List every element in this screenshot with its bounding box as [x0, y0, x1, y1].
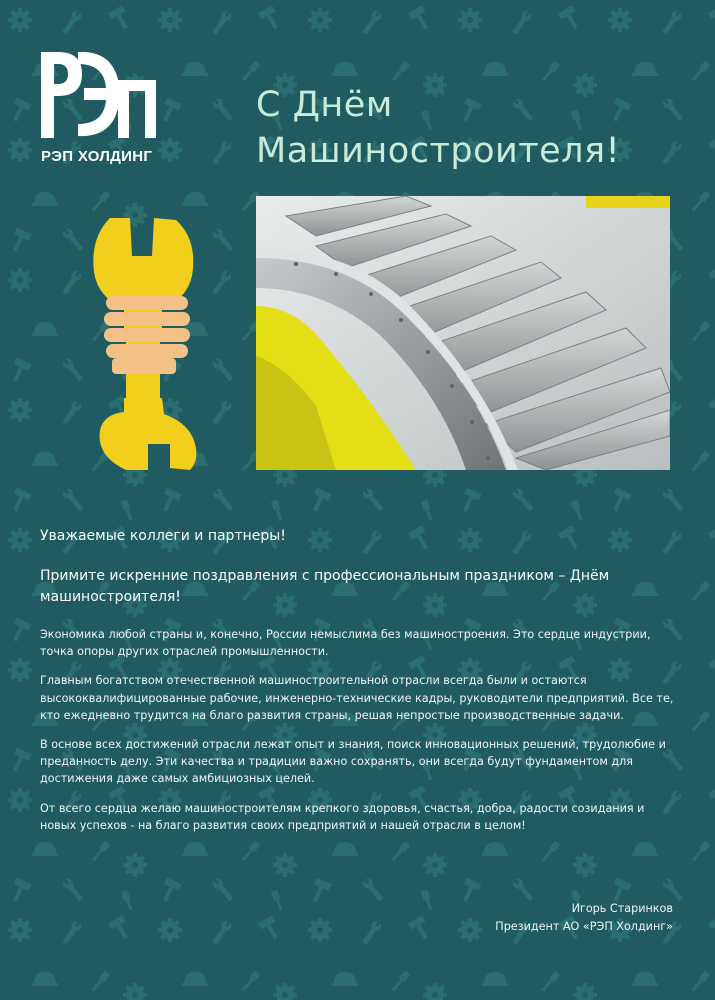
body-paragraph: Экономика любой страны и, конечно, России немыслима без машиностроения. Это сердце индустрии, точка опоры других отраслей промышленности.: [40, 628, 651, 659]
company-name: РЭП ХОЛДИНГ: [41, 148, 153, 165]
signer-name: Игорь Старинков: [571, 902, 673, 915]
turbine-image: [256, 196, 670, 470]
lead-paragraph: Примите искренние поздравления с профессиональным праздником – Днём машиностроителя!: [40, 568, 610, 605]
title-line-1: С Днём: [256, 85, 393, 125]
title-line-2: Машиностроителя!: [256, 131, 621, 171]
turbine-photo: [256, 196, 670, 470]
body-paragraph: Главным богатством отечественной машиностроительной отрасли всегда были и остаются высококвалифицированные рабочие, инженерно-технические кадры, руководители предприятий. Все те, кто ежедневно трудится на благо развития страны, решая непростые производственные задачи.: [40, 674, 674, 722]
page-title: [256, 82, 696, 174]
rep-logo-mark: [38, 44, 158, 140]
letter-body: [40, 626, 680, 846]
signature-block: [495, 900, 673, 935]
signer-position: Президент АО «РЭП Холдинг»: [495, 919, 673, 933]
greeting: Уважаемые коллеги и партнеры!: [40, 528, 286, 544]
company-logo: [38, 44, 163, 164]
wrench-in-hand-icon: [92, 218, 204, 470]
body-paragraph: В основе всех достижений отрасли лежат опыт и знания, поиск инновационных решений, трудолюбие и преданность делу. Эти качества и традиции важно сохранять, они всегда будут фундаментом для достижения даже самых амбициозных целей.: [40, 738, 666, 786]
body-paragraph: От всего сердца желаю машиностроителям крепкого здоровья, счастья, добра, радости созидания и новых успехов - на благо развития своих предприятий и нашей отрасли в целом!: [40, 801, 645, 832]
